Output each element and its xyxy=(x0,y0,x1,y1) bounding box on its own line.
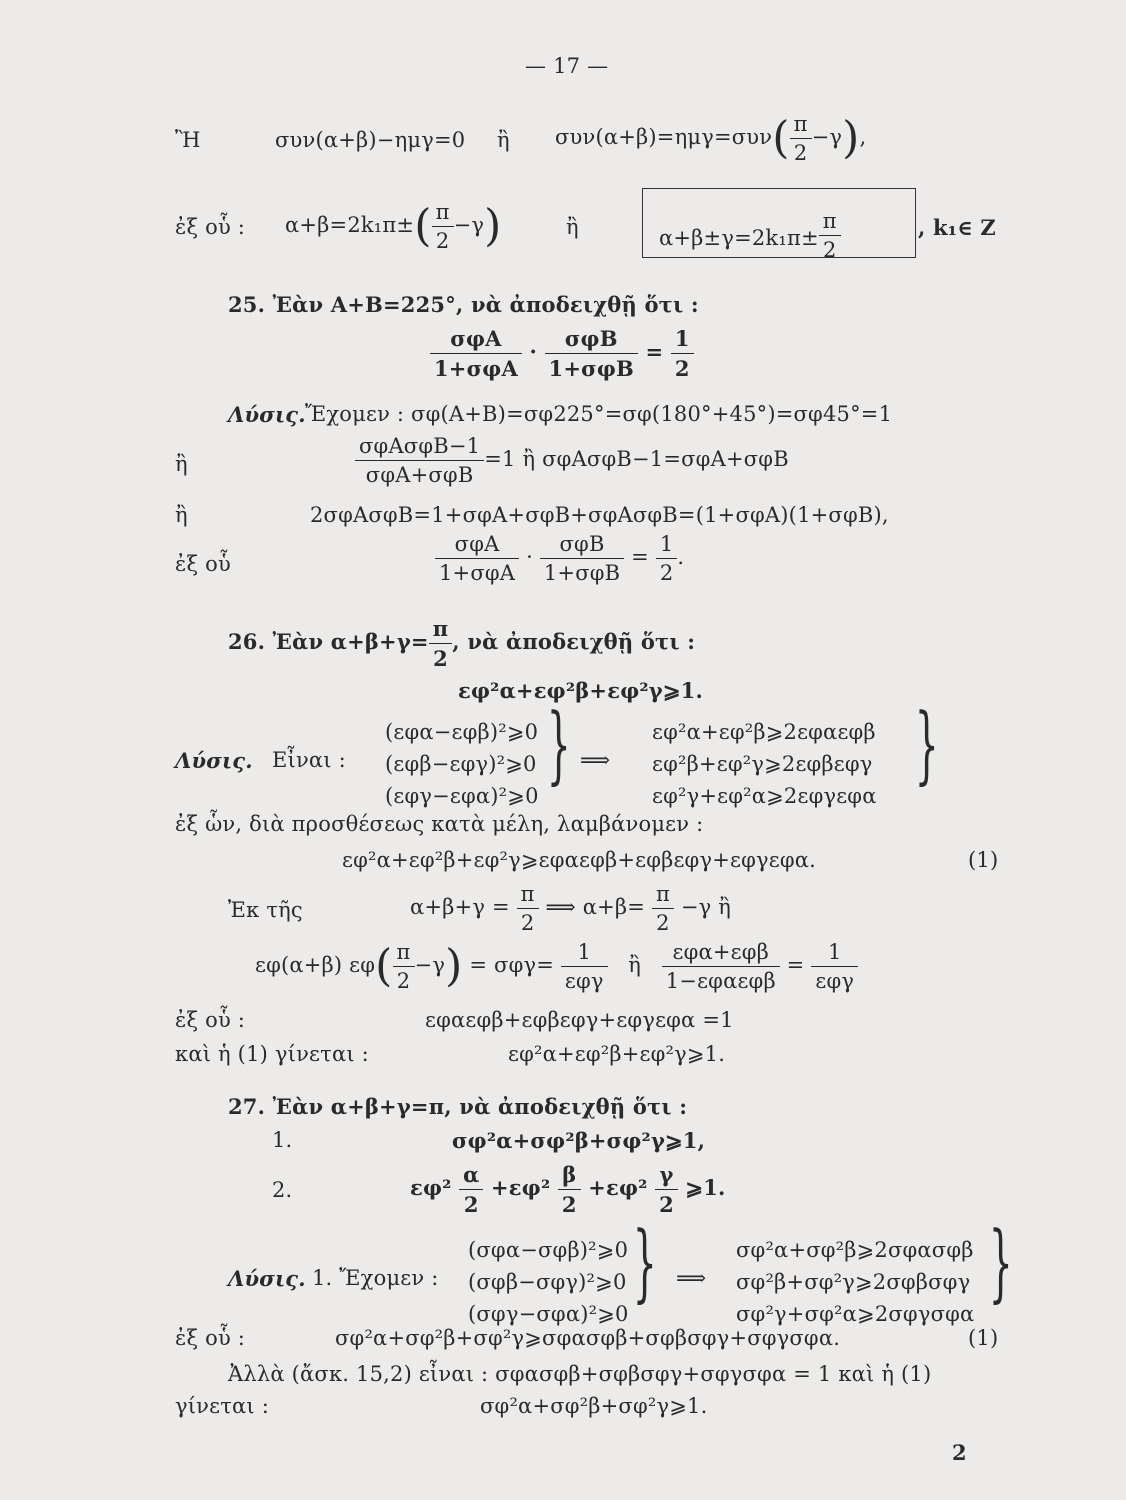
one-over-tan-g xyxy=(811,940,858,993)
ineq-right-1: σφ²α+σφ²β⩾2σφασφβ xyxy=(736,1238,974,1262)
frac-den: εφγ xyxy=(815,969,855,993)
pi-over-2 xyxy=(429,616,453,671)
frac-num: σφΒ xyxy=(545,326,638,354)
frac-num: 1 xyxy=(561,940,608,967)
p27-ineq-right xyxy=(736,1234,974,1330)
p25-or-a: ἢ xyxy=(175,452,188,476)
ineq-left-1: (σφα−σφβ)²⩾0 xyxy=(468,1238,629,1262)
brace-right: } xyxy=(632,1213,657,1311)
frac-den: εφγ xyxy=(564,969,604,993)
p27-heading: 27. Ἐὰν α+β+γ=π, νὰ ἀποδειχθῇ ὅτι : xyxy=(228,1094,688,1119)
page-number: — 17 — xyxy=(525,54,609,78)
pi-over-2 xyxy=(819,209,841,262)
p27-sol-intro: 1. Ἔχομεν : xyxy=(312,1266,439,1290)
p26-tan-line xyxy=(255,940,858,993)
frac-den: 2 xyxy=(463,1192,479,1217)
p27-whence-eq: σφ²α+σφ²β+σφ²γ⩾σφασφβ+σφβσφγ+σφγσφα. xyxy=(335,1326,841,1350)
dot: · xyxy=(526,545,533,569)
frac-den: 2 xyxy=(822,238,837,262)
frac-num: εφα+εφβ xyxy=(662,940,780,967)
frac-num: π xyxy=(393,940,415,967)
p27-item1: σφ²α+σφ²β+σφ²γ⩾1, xyxy=(452,1128,706,1153)
frac-cot-expr xyxy=(355,434,484,487)
frac-num: π xyxy=(429,616,453,644)
frac-num: σφΑ xyxy=(430,326,522,354)
p26-heading xyxy=(228,616,695,671)
open-paren: ( xyxy=(375,940,393,992)
from-eq-a: α+β+γ = xyxy=(410,895,510,919)
implies-arrow: ⟹ xyxy=(580,748,611,772)
frac-den: 1−εφαεφβ xyxy=(665,969,776,993)
close-paren: ) xyxy=(842,112,860,164)
frac-den: 2 xyxy=(561,1192,577,1217)
frac-cotB xyxy=(545,326,638,381)
p27-item2-no: 2. xyxy=(272,1178,293,1202)
equals: = xyxy=(645,339,664,364)
frac-num: 1 xyxy=(811,940,858,967)
p25-claim xyxy=(430,326,694,381)
p26-whence: ἐξ οὗ : xyxy=(175,1008,246,1032)
frac-den: 2 xyxy=(656,911,670,935)
tan-sum-frac xyxy=(662,940,780,993)
p26-heading-left: 26. Ἐὰν α+β+γ= xyxy=(228,629,429,654)
p25-sol-line1: Ἔχομεν : σφ(Α+Β)=σφ225°=σφ(180°+45°)=σφ45°=1 xyxy=(305,402,893,426)
p27-item2 xyxy=(410,1162,726,1217)
box-tail: , k₁∈ Z xyxy=(918,215,996,240)
p26-solution-label: Λύσις. xyxy=(175,748,253,773)
boxed-result xyxy=(642,188,916,262)
frac-num: π xyxy=(652,882,674,909)
brace-right: } xyxy=(546,695,571,793)
p27-ineq-left xyxy=(468,1234,629,1330)
frac-num: π xyxy=(819,209,841,236)
equals: = xyxy=(786,953,805,977)
p26-and-label: καὶ ἡ (1) γίνεται : xyxy=(175,1042,369,1066)
alpha-over-2 xyxy=(459,1162,483,1217)
frac-den: σφΑ+σφΒ xyxy=(365,463,474,487)
p26-sum-eq: εφ²α+εφ²β+εφ²γ⩾εφαεφβ+εφβεφγ+εφγεφα. xyxy=(342,848,816,872)
intro-eq2 xyxy=(555,112,866,165)
one-over-tan-g xyxy=(561,940,608,993)
p27-whence-ref: (1) xyxy=(968,1326,999,1350)
item2-b: +εφ² xyxy=(490,1175,551,1200)
p27-but-line: Ἀλλὰ (ἄσκ. 15,2) εἶναι : σφασφβ+σφβσφγ+σφγσφα = 1 καὶ ἡ (1) xyxy=(228,1362,932,1386)
frac-cotA xyxy=(435,532,519,585)
frac-num: 1 xyxy=(656,532,678,559)
intro-or-2: ἢ xyxy=(566,215,579,239)
p26-from-eq xyxy=(410,882,731,935)
from-eq-left: α+β=2k₁π± xyxy=(285,213,415,237)
ineq-left-2: (σφβ−σφγ)²⩾0 xyxy=(468,1270,627,1294)
p25-solution-label: Λύσις. xyxy=(228,402,306,427)
minus-gamma: −γ xyxy=(453,213,485,237)
p27-becomes-eq: σφ²α+σφ²β+σφ²γ⩾1. xyxy=(480,1394,708,1418)
intro-lead: Ἢ xyxy=(175,128,201,152)
open-paren: ( xyxy=(414,200,432,252)
frac-num: σφΒ xyxy=(540,532,624,559)
sol-line2-tail: =1 ἢ σφΑσφΒ−1=σφΑ+σφΒ xyxy=(484,447,789,471)
tan-mid: = σφγ= xyxy=(469,953,555,977)
intro-from: ἐξ οὗ : xyxy=(175,215,246,239)
p26-from-label: Ἐκ τῆς xyxy=(228,898,303,922)
pi-over-2 xyxy=(652,882,674,935)
intro-eq2-left: συν(α+β)=ημγ=συν xyxy=(555,125,773,149)
frac-den: 2 xyxy=(435,229,450,253)
frac-den: 2 xyxy=(659,561,674,585)
frac-cotA xyxy=(430,326,522,381)
p26-adding: ἐξ ὧν, διὰ προσθέσεως κατὰ μέλη, λαμβάνομεν : xyxy=(175,812,704,836)
frac-half xyxy=(656,532,678,585)
frac-den: 1+σφΑ xyxy=(434,356,518,381)
open-paren: ( xyxy=(772,112,790,164)
gamma-over-2 xyxy=(655,1162,678,1217)
ineq-right-2: σφ²β+σφ²γ⩾2σφβσφγ xyxy=(736,1270,971,1294)
pi-over-2 xyxy=(393,940,415,993)
p25-heading: 25. Ἐὰν Α+Β=225°, νὰ ἀποδειχθῇ ὅτι : xyxy=(228,292,699,317)
p26-ineq-right xyxy=(652,716,877,812)
frac-num: 1 xyxy=(671,326,694,354)
ineq-right-1: εφ²α+εφ²β⩾2εφαεφβ xyxy=(652,720,876,744)
intro-tail: , xyxy=(859,125,867,149)
item2-end: ⩾1. xyxy=(685,1175,726,1200)
frac-num: σφΑσφΒ−1 xyxy=(355,434,484,461)
intro-or: ἢ xyxy=(497,128,510,152)
ineq-right-3: εφ²γ+εφ²α⩾2εφγεφα xyxy=(652,784,877,808)
frac-num: π xyxy=(517,882,539,909)
frac-den: 1+σφΑ xyxy=(439,561,516,585)
close-paren: ) xyxy=(484,200,502,252)
p26-is-label: Εἶναι : xyxy=(272,748,346,772)
frac-den: 2 xyxy=(659,1192,674,1217)
ineq-left-2: (εφβ−εφγ)²⩾0 xyxy=(385,752,537,776)
frac-den: 1+σφΒ xyxy=(543,561,621,585)
tan-left: εφ(α+β) εφ xyxy=(255,953,376,977)
close-paren: ) xyxy=(445,940,463,992)
p26-sum-ref: (1) xyxy=(968,848,999,872)
footer-page-number: 2 xyxy=(952,1440,967,1465)
minus-gamma: −γ xyxy=(414,953,446,977)
p25-result xyxy=(435,532,684,585)
ineq-right-3: σφ²γ+σφ²α⩾2σφγσφα xyxy=(736,1302,975,1326)
frac-num: σφΑ xyxy=(435,532,519,559)
frac-half xyxy=(671,326,694,381)
dot: · xyxy=(529,339,538,364)
or-c: ἢ xyxy=(628,953,642,977)
p25-sol-line3: 2σφΑσφΒ=1+σφΑ+σφΒ+σφΑσφΒ=(1+σφΑ)(1+σφΒ), xyxy=(310,503,889,527)
pi-over-2 xyxy=(790,112,812,165)
intro-eq1: συν(α+β)−ημγ=0 xyxy=(275,128,466,152)
brace-right-2: } xyxy=(914,695,939,793)
box-eq-left: α+β±γ=2k₁π± xyxy=(659,226,819,250)
from-eq-c: −γ ἢ xyxy=(680,895,732,919)
ineq-left-3: (σφγ−σφα)²⩾0 xyxy=(468,1302,629,1326)
beta-over-2 xyxy=(558,1162,581,1217)
p27-becomes: γίνεται : xyxy=(175,1394,270,1418)
equals: = xyxy=(631,545,649,569)
implies-arrow: ⟹ xyxy=(676,1266,707,1290)
frac-num: γ xyxy=(655,1162,678,1190)
p26-ineq-left xyxy=(385,716,539,812)
p25-sol-line2 xyxy=(355,434,789,487)
p27-solution-label: Λύσις. xyxy=(228,1266,306,1291)
pi-over-2 xyxy=(517,882,539,935)
frac-den: 2 xyxy=(674,356,690,381)
end-dot: . xyxy=(677,545,685,569)
frac-num: π xyxy=(432,200,454,227)
from-eq-b: ⟹ α+β= xyxy=(545,895,646,919)
p26-claim: εφ²α+εφ²β+εφ²γ⩾1. xyxy=(458,678,703,703)
frac-cotB xyxy=(540,532,624,585)
pi-over-2 xyxy=(432,200,454,253)
minus-gamma: −γ xyxy=(811,125,843,149)
frac-den: 2 xyxy=(396,969,411,993)
p27-whence: ἐξ οὗ : xyxy=(175,1326,246,1350)
ineq-left-1: (εφα−εφβ)²⩾0 xyxy=(385,720,539,744)
frac-num: β xyxy=(558,1162,581,1190)
frac-den: 2 xyxy=(793,141,808,165)
brace-right-2: } xyxy=(988,1213,1013,1311)
p27-item1-no: 1. xyxy=(272,1128,293,1152)
p26-heading-right: , νὰ ἀποδειχθῇ ὅτι : xyxy=(452,629,696,654)
p25-or-b: ἢ xyxy=(175,503,188,527)
frac-den: 2 xyxy=(520,911,535,935)
item2-c: +εφ² xyxy=(588,1175,648,1200)
frac-num: α xyxy=(459,1162,483,1190)
p25-from: ἐξ οὗ xyxy=(175,552,231,576)
ineq-left-3: (εφγ−εφα)²⩾0 xyxy=(385,784,539,808)
intro-from-eq xyxy=(285,200,502,253)
item2-a: εφ² xyxy=(410,1175,452,1200)
p26-and-eq: εφ²α+εφ²β+εφ²γ⩾1. xyxy=(508,1042,726,1066)
frac-den: 2 xyxy=(433,646,448,671)
p26-whence-eq: εφαεφβ+εφβεφγ+εφγεφα =1 xyxy=(425,1008,734,1032)
frac-num: π xyxy=(790,112,812,139)
ineq-right-2: εφ²β+εφ²γ⩾2εφβεφγ xyxy=(652,752,873,776)
frac-den: 1+σφΒ xyxy=(548,356,634,381)
